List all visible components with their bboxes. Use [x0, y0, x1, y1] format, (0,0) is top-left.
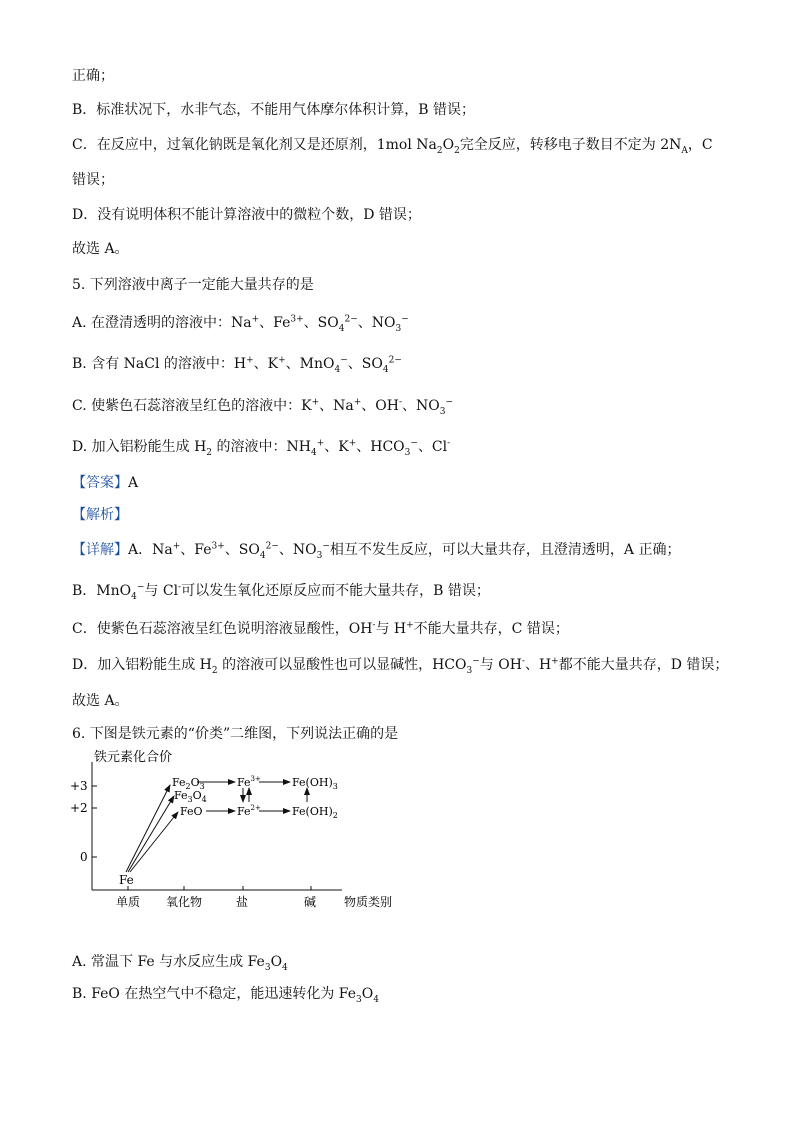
question-5-option-c: C. 使紫色石蕊溶液呈红色的溶液中：K+、Na+、OH-、$NO_3^-$	[72, 397, 454, 417]
species-feoh3: $Fe(OH)_3$	[292, 776, 338, 791]
species-fe2o3: $Fe_2O_3$	[172, 776, 205, 791]
analysis-tag: 【解析】	[72, 507, 128, 523]
detail-tag: 【详解】	[72, 542, 128, 558]
prev-line-6: 故选 A。	[72, 241, 129, 257]
species-feo: FeO	[180, 805, 203, 818]
detail-c: C．使紫色石蕊溶液呈红色说明溶液显酸性，OH-与 H+不能大量共存，C 错误；	[72, 620, 569, 637]
prev-line-3: C．在反应中，过氧化钠既是氧化剂又是还原剂，1mol $Na_2O_2$完全反应，转移电子数目不定为 $2N_A$，C	[72, 137, 713, 156]
question-5-option-d: D. 加入铝粉能生成 $H_2$ 的溶液中：$NH_4^+$、K+、$HCO_3^-$、Cl-	[72, 438, 451, 458]
species-fe3o4: $Fe_3O_4$	[174, 789, 207, 804]
species-fe2plus: $Fe^{2+}$	[237, 804, 261, 818]
answer-value: A	[128, 475, 139, 491]
answer-tag: 【答案】	[72, 475, 128, 491]
x-tick-element: 单质	[116, 895, 141, 909]
x-tick-base: 碱	[304, 895, 317, 909]
conclusion: 故选 A。	[72, 693, 129, 709]
arrow-fe-to-feo	[130, 812, 178, 872]
arrow-fe-to-fe3o4	[128, 796, 174, 872]
detail-a: 【详解】A．Na+、$Fe^{3+}$、$SO_4^{2-}$、$NO_3^-$相互不发生反应，可以大量共存，且澄清透明，A 正确；	[72, 541, 681, 561]
prev-line-4: 错误；	[72, 172, 114, 188]
question-5-option-b: B. 含有 NaCl 的溶液中：H+、K+、MnO$_4$−、$SO_4^{2-}$	[72, 355, 402, 375]
question-6-option-a: A. 常温下 Fe 与水反应生成 $Fe_3O_4$	[72, 954, 288, 973]
y-axis-label: 铁元素化合价	[94, 750, 173, 765]
detail-b: B．MnO$_4$−与 Cl-可以发生氧化还原反应而不能大量共存，B 错误；	[72, 582, 490, 602]
prev-line-5: D．没有说明体积不能计算溶液中的微粒个数，D 错误；	[72, 207, 421, 223]
question-6-option-b: B. FeO 在热空气中不稳定，能迅速转化为 $Fe_3O_4$	[72, 986, 379, 1005]
species-fe3plus: $Fe^{3+}$	[237, 775, 261, 789]
y-tick-zero: 0	[80, 850, 88, 864]
question-6-stem: 6. 下图是铁元素的“价类”二维图，下列说法正确的是	[72, 726, 399, 742]
species-feoh2: $Fe(OH)_2$	[292, 805, 338, 820]
detail-d: D．加入铝粉能生成 $H_2$ 的溶液可以显酸性也可以显碱性，$HCO_3^-$与 OH-、H+都不能大量共存，D 错误；	[72, 656, 729, 676]
prev-line-2: B．标准状况下，水非气态，不能用气体摩尔体积计算，B 错误；	[72, 102, 476, 118]
question-5-option-a: A. 在澄清透明的溶液中：Na+、$Fe^{3+}$、$SO_4^{2-}$、$NO_3^-$	[72, 314, 409, 334]
x-tick-salt: 盐	[236, 895, 249, 909]
question-5-stem: 5. 下列溶液中离子一定能大量共存的是	[72, 277, 314, 293]
analysis-line	[72, 506, 128, 524]
answer-line	[72, 474, 138, 492]
y-tick-plus2: +2	[70, 801, 88, 815]
iron-valence-class-diagram	[60, 748, 420, 918]
y-tick-plus3: +3	[70, 779, 88, 793]
species-fe: Fe	[119, 873, 134, 887]
arrow-fe-to-fe2o3	[126, 785, 170, 872]
x-tick-oxide: 氧化物	[166, 895, 203, 909]
prev-line-1: 正确；	[72, 68, 114, 84]
x-axis-label: 物质类别	[344, 895, 393, 909]
